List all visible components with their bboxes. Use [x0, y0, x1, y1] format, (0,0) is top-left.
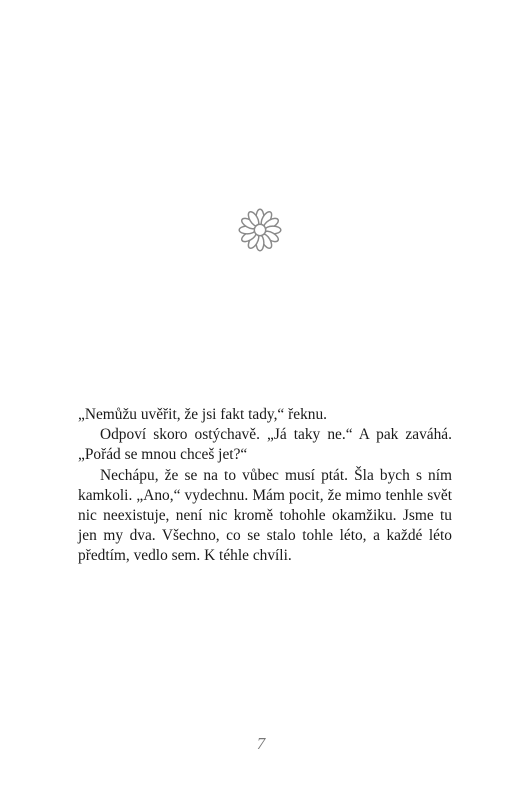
paragraph: Odpoví skoro ostýchavě. „Já taky ne.“ A pak zaváhá. „Pořád se mnou chceš jet?“ [78, 426, 452, 464]
daisy-flower-icon [237, 207, 283, 253]
paragraph: Nechápu, že se na to vůbec musí ptát. Šla bych s ním kamkoli. „Ano,“ vydechnu. Mám pocit, že mimo tenhle svět nic neexistuje, není nic kromě tohohle okamžiku. Jsme tu jen my dva. Všechno, co se stalo tohle léto, a každé léto předtím, vedlo sem. K téhle chvíli. [78, 466, 452, 565]
page-number: 7 [256, 734, 266, 753]
body-text [78, 405, 452, 567]
paragraph: „Nemůžu uvěřit, že jsi fakt tady,“ řeknu. [78, 406, 328, 423]
